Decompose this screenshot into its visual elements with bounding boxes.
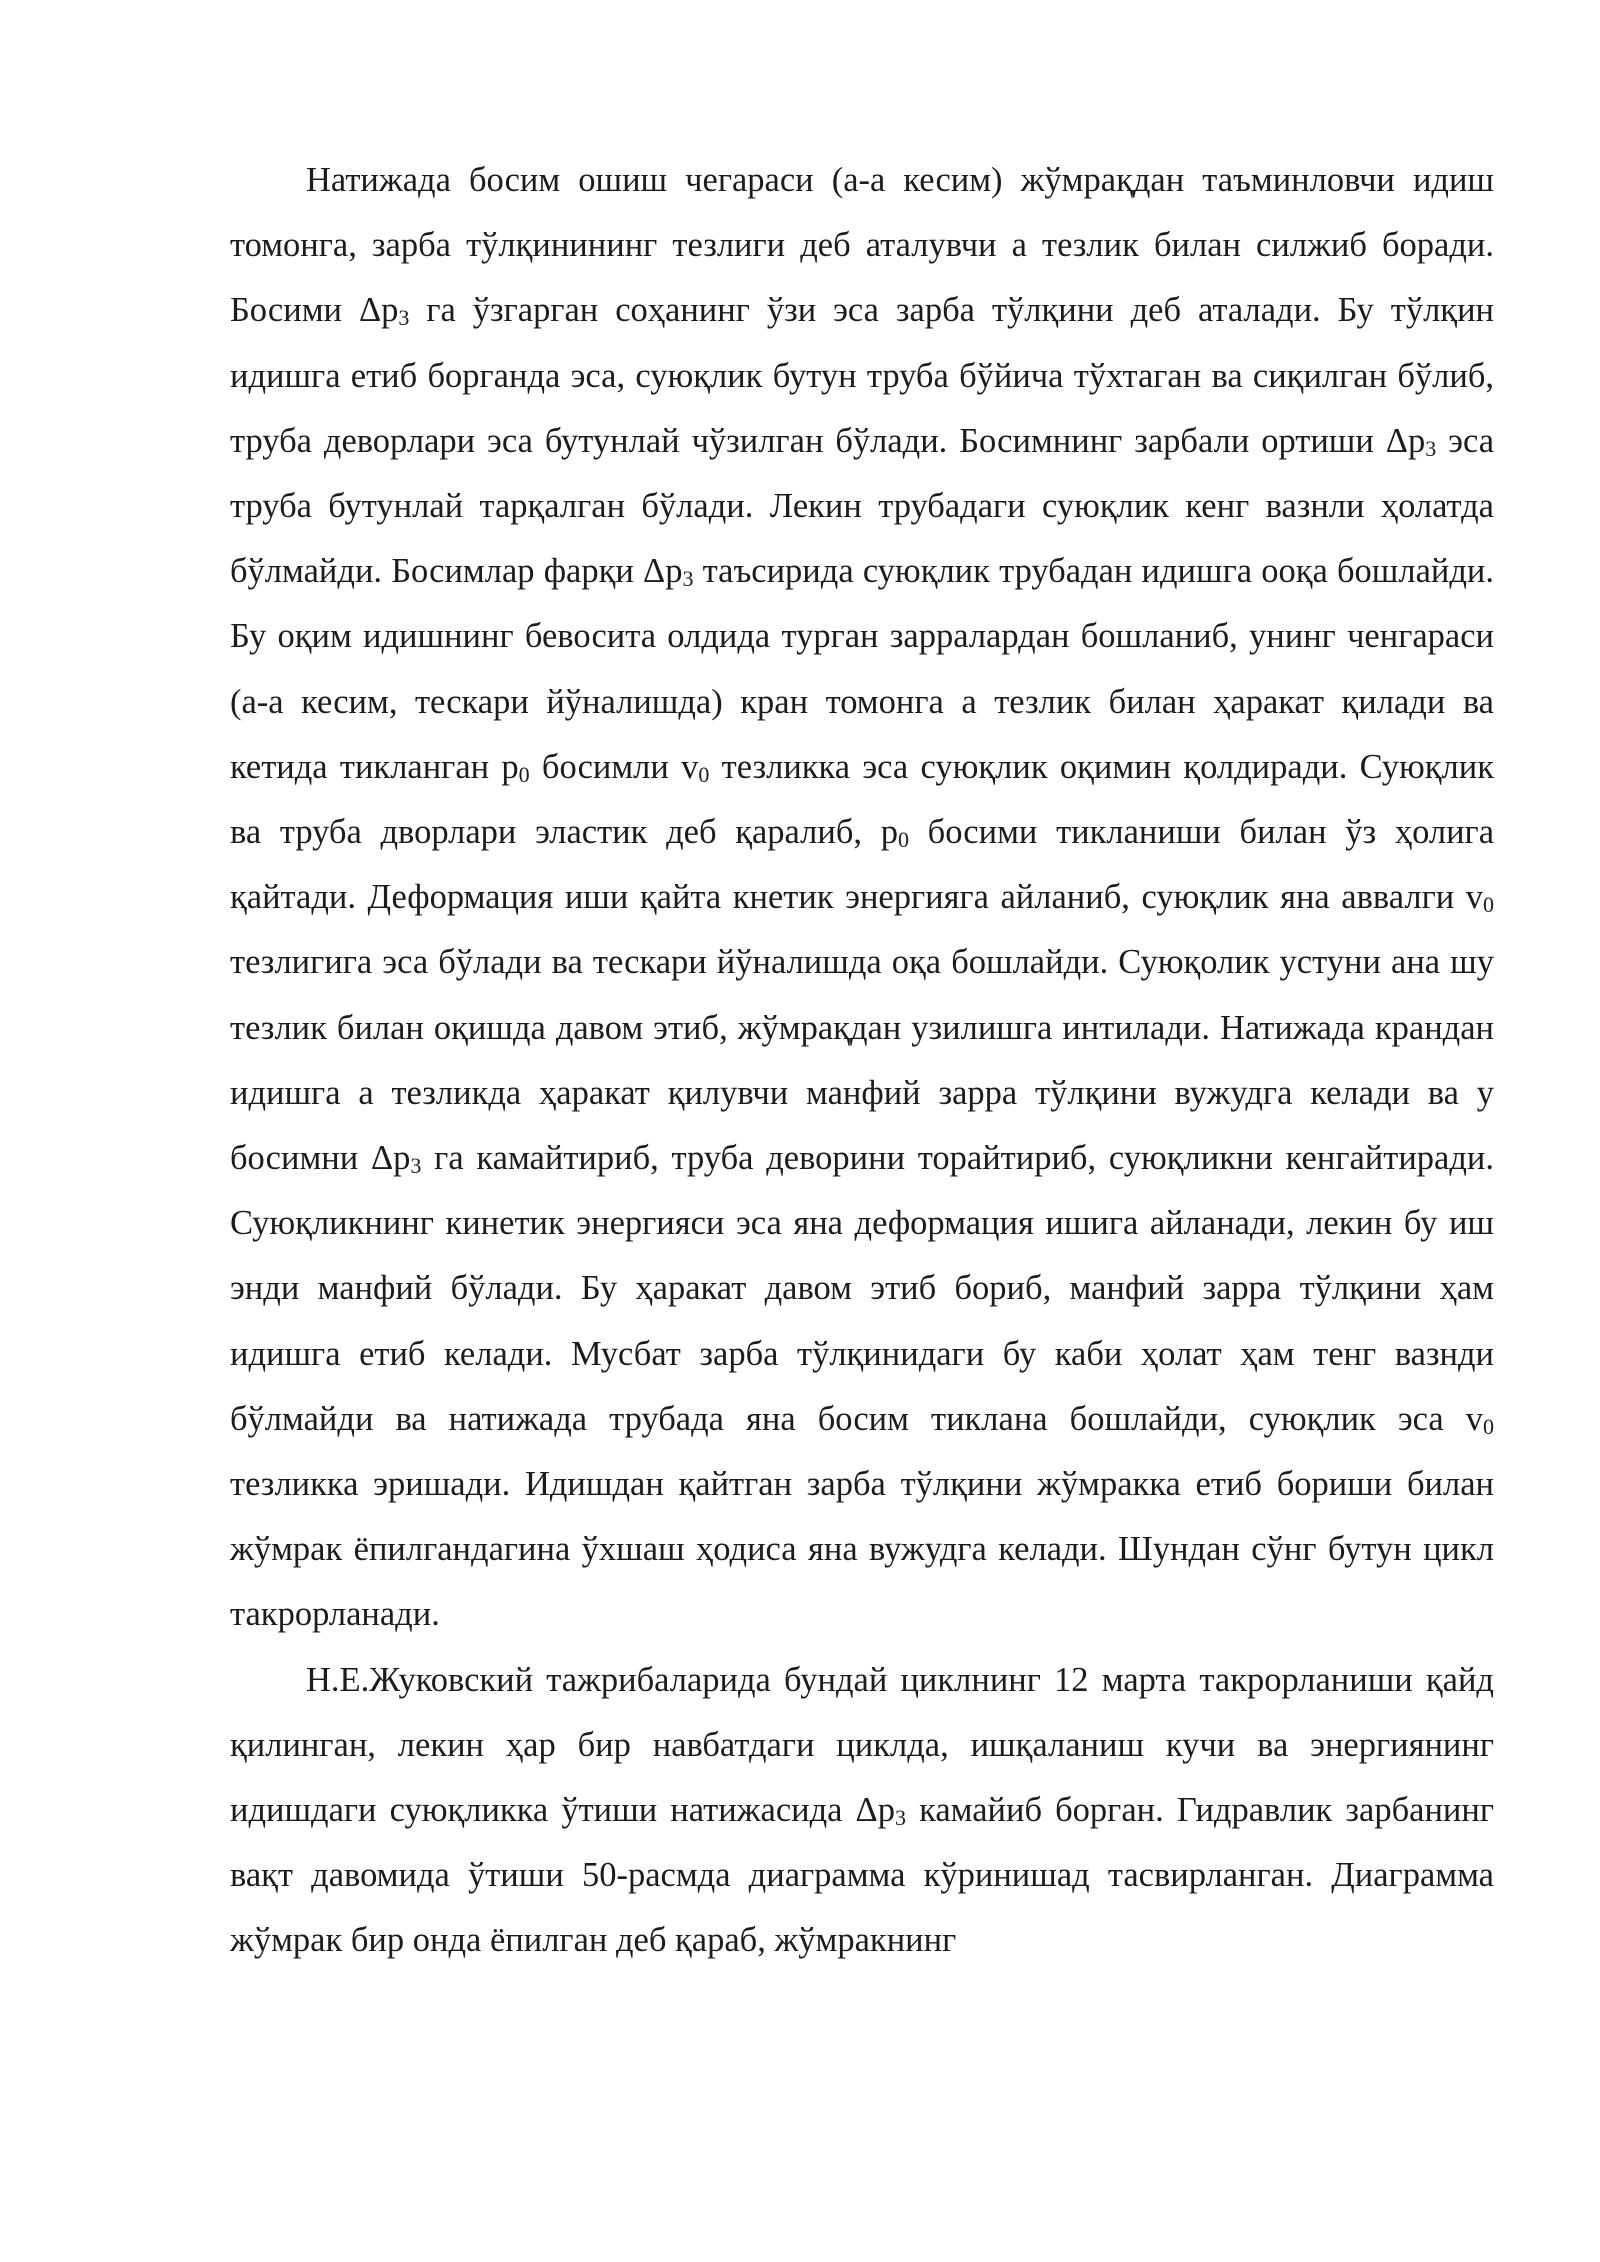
- text-run: га ўзгарган соҳанинг ўзи эса зарба тўлқини деб аталади. Бу тўлқин идишга етиб борганда эса, суюқлик бутун труба бўйича тўхтаган ва сиқилган бўлиб, труба деворлари эса бутунлай чўзилган бўлади. Босимнинг зарбали ортиши Δр: [230, 291, 1494, 460]
- subscript: 3: [682, 566, 694, 592]
- subscript: 0: [518, 761, 530, 787]
- subscript: 0: [1483, 892, 1494, 918]
- text-run: тезликка эришади. Идишдан қайтган зарба тўлқини жўмракка етиб бориши билан жўмрак ёпилгандагина ўхшаш ҳодиса яна вужудга келади. Шундан сўнг бутун цикл такрорланади.: [230, 1465, 1494, 1634]
- text-run: Натижада босим ошиш чегараси (а-а кесим) жўмрақдан таъминловчи идиш томонга, зарба тўлқинининг тезлиги деб аталувчи а тезлик билан силжиб боради. Босими Δр: [230, 161, 1494, 330]
- subscript: 3: [410, 1153, 422, 1179]
- body-text: [230, 148, 1494, 1974]
- subscript: 0: [1483, 1413, 1494, 1439]
- subscript: 0: [698, 761, 710, 787]
- subscript: 3: [398, 305, 410, 331]
- subscript: 3: [1425, 435, 1437, 461]
- paragraph: [230, 1648, 1494, 1974]
- text-run: тезлигига эса бўлади ва тескари йўналишда оқа бошлайди. Суюқолик устуни ана шу тезлик билан оқишда давом этиб, жўмрақдан узилишга интилади. Натижада крандан идишга а тезликда ҳаракат қилувчи манфий зарра тўлқини вужудга келади ва у босимни Δр: [230, 943, 1494, 1178]
- text-run: тезликка эса суюқлик оқимин қолдиради. Суюқлик ва труба дворлари эластик деб қаралиб, р: [230, 747, 1494, 852]
- text-run: босими тикланиши билан ўз ҳолига қайтади. Деформация иши қайта кнетик энергияга айланиб, суюқлик яна аввалги v: [230, 813, 1495, 917]
- subscript: 3: [895, 1805, 906, 1831]
- text-run: камайиб борган. Гидравлик зарбанинг вақт давомида ўтиши 50-расмда диаграмма кўринишад тасвирланган. Диаграмма жўмрак бир онда ёпилган деб қараб, жўмракнинг: [230, 1791, 1494, 1960]
- text-run: Н.Е.Жуковский тажрибаларида бундай циклнинг 12 марта такрорланиши қайд қилинган, лекин ҳар бир навбатдаги циклда, ишқаланиш кучи ва энергиянинг идишдаги суюқликка ўтиши натижасида Δр: [230, 1660, 1494, 1830]
- text-run: га камайтириб, труба деворини торайтириб, суюқликни кенгайтиради. Суюқликнинг кинетик энергияси эса яна деформация ишига айланади, лекин бу иш энди манфий бўлади. Бу ҳаракат давом этиб бориб, манфий зарра тўлқини ҳам идишга етиб келади. Мусбат зарба тўлқинидаги бу каби ҳолат ҳам тенг вазнди бўлмайди ва натижада трубада яна босим тиклана бошлайди, суюқлик эса v: [230, 1139, 1494, 1438]
- text-run: таъсирида суюқлик трубадан идишга ооқа бошлайди. Бу оқим идишнинг бевосита олдида турган зарралардан бошланиб, унинг ченгараси (а-а кесим, тескари йўналишда) кран томонга а тезлик билан ҳаракат қилади ва кетида тикланган р: [230, 552, 1494, 786]
- text-run: эса труба бутунлай тарқалган бўлади. Лекин трубадаги суюқлик кенг вазнли ҳолатда бўлмайди. Босимлар фарқи Δр: [230, 421, 1495, 591]
- subscript: 0: [897, 827, 909, 853]
- text-run: босимли v: [529, 747, 699, 786]
- paragraph: [230, 148, 1494, 1648]
